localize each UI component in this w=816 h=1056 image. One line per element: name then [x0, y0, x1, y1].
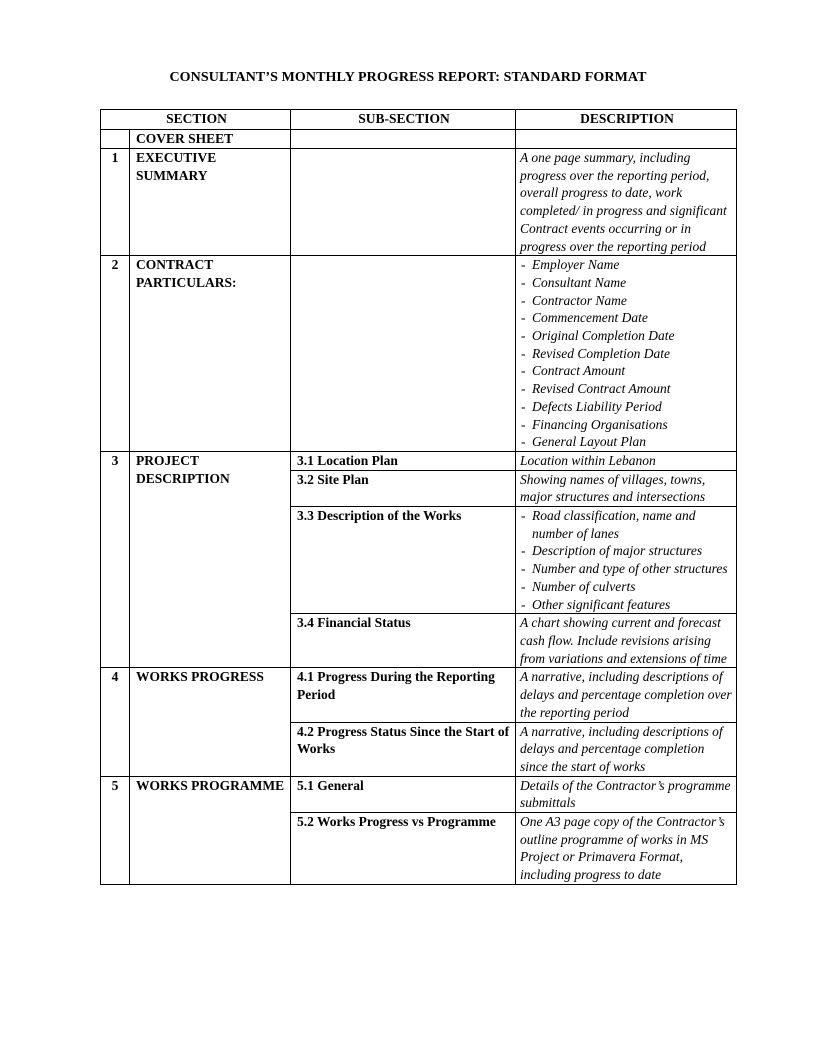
description-cell: A chart showing current and forecast cash flow. Include revisions arising from variations and extensions of time	[516, 614, 737, 668]
description-cell: A narrative, including descriptions of delays and percentage completion since the start of works	[516, 722, 737, 776]
description-cell: A narrative, including descriptions of delays and percentage completion over the reporting period	[516, 668, 737, 722]
list-item: - Number of culverts	[520, 578, 732, 596]
table-row	[101, 451, 737, 470]
list-item: - Financing Organisations	[520, 416, 732, 434]
list-item: - Contract Amount	[520, 362, 732, 380]
subsection-cell: 3.3 Description of the Works	[291, 507, 516, 614]
list-item: - Contractor Name	[520, 292, 732, 310]
subsection-cell: 3.2 Site Plan	[291, 470, 516, 506]
list-item: - Consultant Name	[520, 274, 732, 292]
description-cell	[516, 256, 737, 452]
list-item: - Employer Name	[520, 256, 732, 274]
section-number: 5	[101, 776, 130, 884]
list-item: - Defects Liability Period	[520, 398, 732, 416]
list-item: - Other significant features	[520, 596, 732, 614]
table-row	[101, 776, 737, 812]
subsection-cell: 4.1 Progress During the Reporting Period	[291, 668, 516, 722]
table-row	[101, 130, 737, 149]
list-item: - Revised Completion Date	[520, 345, 732, 363]
description-cell: Details of the Contractor’s programme submittals	[516, 776, 737, 812]
list-item: - Road classification, name and number of lanes	[520, 507, 732, 542]
report-format-table	[100, 109, 737, 885]
list-item: - Original Completion Date	[520, 327, 732, 345]
subsection-cell: 5.2 Works Progress vs Programme	[291, 813, 516, 885]
header-subsection: SUB-SECTION	[291, 110, 516, 130]
header-row	[101, 110, 737, 130]
list-item: - Revised Contract Amount	[520, 380, 732, 398]
table-row	[101, 256, 737, 452]
subsection-cell: 3.4 Financial Status	[291, 614, 516, 668]
section-name: WORKS PROGRESS	[130, 668, 291, 776]
section-number: 1	[101, 149, 130, 256]
section-number: 3	[101, 451, 130, 667]
contract-particulars-list	[520, 256, 732, 451]
subsection-cell: 5.1 General	[291, 776, 516, 812]
description-cell: Location within Lebanon	[516, 451, 737, 470]
table-row	[101, 149, 737, 256]
section-cover-sheet: COVER SHEET	[130, 130, 291, 149]
section-name: WORKS PROGRAMME	[130, 776, 291, 884]
list-item: - Number and type of other structures	[520, 560, 732, 578]
section-number: 4	[101, 668, 130, 776]
section-number: 2	[101, 256, 130, 452]
section-name: EXECUTIVE SUMMARY	[130, 149, 291, 256]
description-cell	[516, 507, 737, 614]
report-title: CONSULTANT’S MONTHLY PROGRESS REPORT: STANDARD FORMAT	[169, 70, 647, 85]
section-name: PROJECT DESCRIPTION	[130, 451, 291, 667]
description-cell: A one page summary, including progress over the reporting period, overall progress to date, work completed/ in progress and significant Contract events occurring or in progress over the reporting period	[516, 149, 737, 256]
header-description: DESCRIPTION	[516, 110, 737, 130]
table-row	[101, 668, 737, 722]
header-section: SECTION	[101, 110, 291, 130]
list-item: - Description of major structures	[520, 542, 732, 560]
subsection-cell: 4.2 Progress Status Since the Start of Works	[291, 722, 516, 776]
works-description-list	[520, 507, 732, 613]
section-name: CONTRACT PARTICULARS:	[130, 256, 291, 452]
description-cell: One A3 page copy of the Contractor’s outline programme of works in MS Project or Primavera Format, including progress to date	[516, 813, 737, 885]
list-item: - General Layout Plan	[520, 433, 732, 451]
list-item: - Commencement Date	[520, 309, 732, 327]
description-cell: Showing names of villages, towns, major structures and intersections	[516, 470, 737, 506]
subsection-cell: 3.1 Location Plan	[291, 451, 516, 470]
